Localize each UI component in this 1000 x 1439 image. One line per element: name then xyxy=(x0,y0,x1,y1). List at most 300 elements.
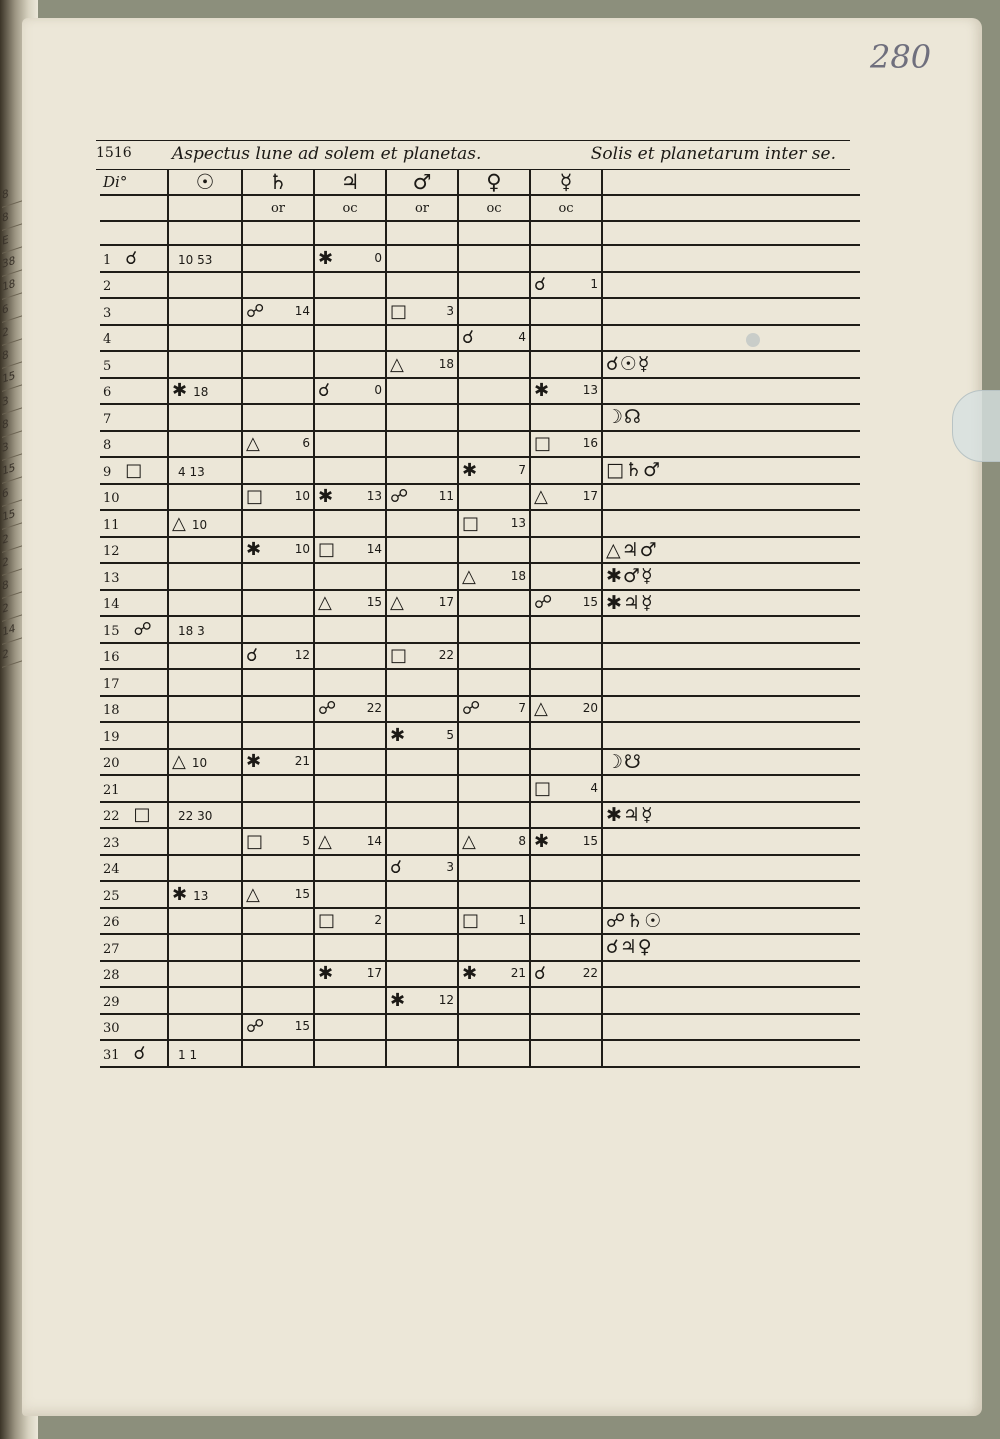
aspect-hour: 14 xyxy=(366,542,382,557)
saturn-symbol-header: ♄ xyxy=(242,170,314,195)
spine-fragment: 8 xyxy=(2,198,32,231)
aspect-cell-c6 xyxy=(530,961,602,988)
spine-fragment: 8 xyxy=(2,175,32,208)
table-row xyxy=(100,457,860,484)
aspect-cell-c2 xyxy=(242,855,314,882)
aspect-hour: 7 xyxy=(518,701,526,716)
aspect-symbol: □ xyxy=(390,645,408,667)
aspect-cell-c1 xyxy=(168,855,242,882)
inter-se-cell xyxy=(602,669,860,696)
aspect-cell-c3 xyxy=(314,1014,386,1041)
aspect-cell-c2 xyxy=(242,245,314,272)
day-rows xyxy=(100,245,860,1067)
table-row xyxy=(100,934,860,961)
aspect-cell-c6 xyxy=(530,881,602,908)
aspect-cell-c5 xyxy=(458,1014,530,1041)
day-cell xyxy=(100,590,168,617)
aspect-hour: 13 xyxy=(366,489,382,504)
day-cell xyxy=(100,1014,168,1041)
aspect-hour: 11 xyxy=(438,489,454,504)
table-row xyxy=(100,855,860,882)
aspect-cell-c4 xyxy=(386,934,458,961)
day-number: 4 xyxy=(103,332,112,348)
aspect-symbol: ☌ xyxy=(534,963,547,985)
page-marker-tab xyxy=(952,390,1000,462)
planetary-aspect-symbols: ✱♂☿ xyxy=(606,565,654,588)
aspect-hour: 20 xyxy=(582,701,598,716)
aspect-symbol: ☍ xyxy=(390,486,409,508)
aspect-cell-c5 xyxy=(458,616,530,643)
table-row xyxy=(100,351,860,378)
aspect-cell-c4 xyxy=(386,404,458,431)
aspect-cell-c4 xyxy=(386,1014,458,1041)
table-row xyxy=(100,881,860,908)
aspect-hour: 15 xyxy=(582,595,598,610)
aspect-symbol: □ xyxy=(534,433,552,455)
aspect-hour: 1 1 xyxy=(178,1047,198,1062)
spine-fragment: 3 xyxy=(2,382,32,415)
day-number: 6 xyxy=(103,385,112,401)
aspect-cell-c1 xyxy=(168,272,242,299)
aspect-cell-c5 xyxy=(458,722,530,749)
day-cell xyxy=(100,537,168,564)
aspect-cell-c6 xyxy=(530,643,602,670)
aspect-symbol: ☌ xyxy=(390,857,403,879)
aspect-cell-c3 xyxy=(314,298,386,325)
day-cell xyxy=(100,245,168,272)
aspect-hour: 1 xyxy=(518,913,526,928)
aspect-cell-c3 xyxy=(314,378,386,405)
aspect-symbol: ✱ xyxy=(462,963,478,985)
aspect-cell-c4 xyxy=(386,775,458,802)
aspect-cell-c1 xyxy=(168,696,242,723)
aspect-hour: 1 xyxy=(590,277,598,292)
table-row xyxy=(100,961,860,988)
planetary-aspect-symbols: ☌♃♀ xyxy=(606,936,653,959)
day-number: 17 xyxy=(103,676,120,692)
day-cell xyxy=(100,855,168,882)
aspect-hour: 17 xyxy=(366,966,382,981)
aspect-cell-c2 xyxy=(242,563,314,590)
aspect-hour: 3 xyxy=(446,860,454,875)
day-number: 20 xyxy=(103,756,120,772)
table-row xyxy=(100,802,860,829)
aspect-symbol: ☌ xyxy=(246,645,259,667)
aspect-symbol: ✱ xyxy=(318,963,334,985)
aspect-cell-c3 xyxy=(314,351,386,378)
day-cell xyxy=(100,1040,168,1067)
aspect-cell-c3 xyxy=(314,431,386,458)
aspect-symbol: ☌ xyxy=(462,327,475,349)
aspect-cell-c4 xyxy=(386,537,458,564)
header-row xyxy=(100,170,860,195)
day-cell xyxy=(100,722,168,749)
subheader-cell: or xyxy=(242,195,314,221)
aspect-cell-c6 xyxy=(530,802,602,829)
inter-se-cell xyxy=(602,351,860,378)
aspect-cell-c5 xyxy=(458,272,530,299)
planetary-aspect-symbols: ☽☋ xyxy=(606,750,642,773)
aspect-hour: 13 xyxy=(582,383,598,398)
inter-se-cell xyxy=(602,643,860,670)
aspect-symbol: ✱ xyxy=(318,486,334,508)
aspect-cell-c2 xyxy=(242,590,314,617)
planetary-aspect-symbols: ☌☉☿ xyxy=(606,353,651,376)
aspect-hour: 18 xyxy=(510,568,526,583)
inter-se-cell xyxy=(602,404,860,431)
aspect-cell-c1 xyxy=(168,881,242,908)
aspect-symbol: ☍ xyxy=(462,698,481,720)
spine-fragment: 8 xyxy=(2,405,32,438)
aspect-cell-c2 xyxy=(242,1040,314,1067)
day-cell xyxy=(100,272,168,299)
day-number: 26 xyxy=(103,915,120,931)
aspect-cell-c4 xyxy=(386,828,458,855)
inter-se-cell xyxy=(602,908,860,935)
aspect-symbol: ✱ xyxy=(390,989,406,1011)
aspect-hour: 14 xyxy=(294,303,310,318)
day-number: 7 xyxy=(103,411,112,427)
aspect-cell-c2 xyxy=(242,616,314,643)
aspect-hour: 0 xyxy=(374,383,382,398)
aspect-hour: 18 xyxy=(193,385,209,400)
aspect-symbol: △ xyxy=(462,565,476,587)
aspect-cell-c4 xyxy=(386,378,458,405)
aspect-symbol: △ xyxy=(390,353,404,375)
mars-symbol-header: ♂ xyxy=(386,170,458,195)
aspect-cell-c2 xyxy=(242,298,314,325)
aspect-cell-c4 xyxy=(386,272,458,299)
day-number: 8 xyxy=(103,438,112,454)
aspect-symbol: □ xyxy=(246,486,264,508)
aspect-cell-c5 xyxy=(458,1040,530,1067)
day-number: 31 xyxy=(103,1047,120,1063)
aspect-cell-c2 xyxy=(242,987,314,1014)
spine-fragment: 38 xyxy=(2,244,32,277)
aspect-cell-c1 xyxy=(168,908,242,935)
aspect-hour: 15 xyxy=(582,833,598,848)
aspect-cell-c3 xyxy=(314,272,386,299)
day-cell xyxy=(100,881,168,908)
day-cell xyxy=(100,961,168,988)
aspect-cell-c3 xyxy=(314,908,386,935)
sun-symbol-header: ☉ xyxy=(168,170,242,195)
aspect-cell-c2 xyxy=(242,828,314,855)
aspect-cell-c2 xyxy=(242,510,314,537)
aspect-cell-c6 xyxy=(530,457,602,484)
aspect-cell-c2 xyxy=(242,325,314,352)
aspect-hour: 13 xyxy=(193,888,209,903)
day-cell xyxy=(100,457,168,484)
day-cell xyxy=(100,298,168,325)
aspect-cell-c1 xyxy=(168,537,242,564)
aspect-cell-c3 xyxy=(314,643,386,670)
aspect-cell-c1 xyxy=(168,590,242,617)
aspect-cell-c2 xyxy=(242,643,314,670)
aspect-symbol: △ xyxy=(534,486,548,508)
aspect-symbol: □ xyxy=(390,300,408,322)
aspect-cell-c4 xyxy=(386,643,458,670)
aspect-hour: 13 xyxy=(510,515,526,530)
aspect-cell-c3 xyxy=(314,749,386,776)
day-cell xyxy=(100,643,168,670)
aspect-cell-c5 xyxy=(458,404,530,431)
table-row xyxy=(100,325,860,352)
inter-se-cell xyxy=(602,696,860,723)
aspect-cell-c2 xyxy=(242,934,314,961)
aspect-cell-c5 xyxy=(458,961,530,988)
table-row xyxy=(100,272,860,299)
inter-se-cell xyxy=(602,722,860,749)
inter-se-cell xyxy=(602,298,860,325)
aspect-symbol: ☍ xyxy=(246,300,265,322)
day-cell xyxy=(100,431,168,458)
aspect-cell-c4 xyxy=(386,987,458,1014)
day-number: 23 xyxy=(103,835,120,851)
table-row xyxy=(100,484,860,511)
aspect-cell-c5 xyxy=(458,934,530,961)
aspect-cell-c2 xyxy=(242,908,314,935)
aspect-hour: 22 xyxy=(438,648,454,663)
aspect-hour: 21 xyxy=(294,754,310,769)
year-label: 1516 xyxy=(96,145,132,161)
table-row xyxy=(100,775,860,802)
day-number: 11 xyxy=(103,517,120,533)
aspect-cell-c1 xyxy=(168,643,242,670)
ephemeris-table xyxy=(100,170,860,1068)
aspect-cell-c3 xyxy=(314,696,386,723)
aspect-cell-c5 xyxy=(458,775,530,802)
aspect-cell-c3 xyxy=(314,325,386,352)
planetary-aspect-symbols: □♄♂ xyxy=(606,459,662,482)
day-cell xyxy=(100,563,168,590)
aspect-hour: 5 xyxy=(302,833,310,848)
aspect-cell-c5 xyxy=(458,987,530,1014)
aspect-symbol: ✱ xyxy=(246,539,262,561)
aspect-cell-c2 xyxy=(242,696,314,723)
aspect-cell-c3 xyxy=(314,881,386,908)
aspect-hour: 12 xyxy=(294,648,310,663)
aspect-symbol: △ xyxy=(462,830,476,852)
spine-fragment: 15 xyxy=(2,497,32,530)
subheader-cell xyxy=(602,195,860,221)
aspect-cell-c1 xyxy=(168,775,242,802)
aspect-cell-c3 xyxy=(314,987,386,1014)
inter-se-cell xyxy=(602,987,860,1014)
aspect-cell-c3 xyxy=(314,510,386,537)
aspect-symbol: ✱ xyxy=(534,830,550,852)
aspect-cell-c6 xyxy=(530,378,602,405)
aspect-hour: 18 xyxy=(438,356,454,371)
aspect-hour: 6 xyxy=(302,436,310,451)
day-cell xyxy=(100,987,168,1014)
aspect-cell-c6 xyxy=(530,245,602,272)
inter-se-cell xyxy=(602,855,860,882)
table-row xyxy=(100,749,860,776)
aspect-cell-c1 xyxy=(168,961,242,988)
aspect-cell-c4 xyxy=(386,484,458,511)
day-number: 24 xyxy=(103,862,120,878)
spine-fragment: 2 xyxy=(2,313,32,346)
aspect-cell-c2 xyxy=(242,749,314,776)
aspect-cell-c5 xyxy=(458,298,530,325)
aspect-cell-c4 xyxy=(386,881,458,908)
aspect-hour: 10 xyxy=(191,517,208,532)
planetary-aspect-symbols: ✱♃☿ xyxy=(606,803,654,826)
aspect-cell-c4 xyxy=(386,590,458,617)
aspect-cell-c3 xyxy=(314,404,386,431)
spine-fragment: 15 xyxy=(2,359,32,392)
aspect-cell-c4 xyxy=(386,616,458,643)
aspect-hour: 18 3 xyxy=(178,623,205,638)
aspect-cell-c2 xyxy=(242,378,314,405)
aspect-cell-c3 xyxy=(314,245,386,272)
aspect-cell-c1 xyxy=(168,325,242,352)
aspect-hour: 4 xyxy=(518,330,526,345)
aspect-cell-c2 xyxy=(242,404,314,431)
aspect-cell-c3 xyxy=(314,802,386,829)
table-row xyxy=(100,563,860,590)
aspect-cell-c1 xyxy=(168,563,242,590)
table-row xyxy=(100,616,860,643)
table-row xyxy=(100,696,860,723)
moon-sun-aspect-symbol: □ xyxy=(125,459,143,481)
venus-symbol-header: ♀ xyxy=(458,170,530,195)
table-row xyxy=(100,1014,860,1041)
aspect-cell-c2 xyxy=(242,961,314,988)
table-headline xyxy=(96,140,850,170)
aspect-hour: 21 xyxy=(510,966,526,981)
aspect-cell-c4 xyxy=(386,908,458,935)
aspect-cell-c3 xyxy=(314,537,386,564)
spine-fragment: 6 xyxy=(2,474,32,507)
day-number: 30 xyxy=(103,1021,120,1037)
aspect-cell-c1 xyxy=(168,749,242,776)
aspect-symbol: ☍ xyxy=(246,1016,265,1038)
aspect-cell-c4 xyxy=(386,245,458,272)
aspect-hour: 14 xyxy=(366,833,382,848)
spine-fragment: E xyxy=(2,221,32,254)
aspect-cell-c3 xyxy=(314,457,386,484)
day-number: 1 xyxy=(103,252,112,268)
aspect-cell-c2 xyxy=(242,802,314,829)
inter-se-cell xyxy=(602,828,860,855)
aspect-hour: 15 xyxy=(294,886,310,901)
aspect-symbol: ✱ xyxy=(462,459,478,481)
aspect-cell-c3 xyxy=(314,961,386,988)
day-cell xyxy=(100,934,168,961)
aspect-symbol: △ xyxy=(172,512,186,534)
aspect-cell-c2 xyxy=(242,881,314,908)
aspect-symbol: ✱ xyxy=(246,751,262,773)
aspect-cell-c5 xyxy=(458,537,530,564)
aspect-symbol: △ xyxy=(390,592,404,614)
aspect-cell-c4 xyxy=(386,457,458,484)
aspect-cell-c6 xyxy=(530,404,602,431)
aspect-cell-c4 xyxy=(386,298,458,325)
aspect-symbol: ✱ xyxy=(318,247,334,269)
aspect-hour: 15 xyxy=(294,1019,310,1034)
aspect-hour: 4 xyxy=(590,780,598,795)
day-number: 21 xyxy=(103,782,120,798)
aspect-cell-c6 xyxy=(530,510,602,537)
inter-se-header xyxy=(602,170,860,195)
aspect-hour: 22 xyxy=(582,966,598,981)
aspect-cell-c6 xyxy=(530,616,602,643)
table-row xyxy=(100,245,860,272)
day-cell xyxy=(100,351,168,378)
aspect-cell-c6 xyxy=(530,563,602,590)
day-number: 29 xyxy=(103,994,120,1010)
aspect-cell-c2 xyxy=(242,351,314,378)
aspect-cell-c6 xyxy=(530,696,602,723)
aspect-cell-c4 xyxy=(386,749,458,776)
aspect-cell-c1 xyxy=(168,1014,242,1041)
moon-sun-aspect-symbol: ☌ xyxy=(133,1042,146,1064)
aspect-cell-c6 xyxy=(530,537,602,564)
inter-se-cell xyxy=(602,616,860,643)
aspect-cell-c5 xyxy=(458,643,530,670)
day-number: 13 xyxy=(103,570,120,586)
aspect-cell-c3 xyxy=(314,722,386,749)
aspect-cell-c5 xyxy=(458,696,530,723)
moon-sun-aspect-symbol: □ xyxy=(133,804,151,826)
aspect-cell-c2 xyxy=(242,775,314,802)
aspect-cell-c6 xyxy=(530,749,602,776)
spine-fragment: 6 xyxy=(2,290,32,323)
spine-fragment: 3 xyxy=(2,428,32,461)
table-row xyxy=(100,908,860,935)
inter-se-cell xyxy=(602,934,860,961)
spine-fragment: 15 xyxy=(2,451,32,484)
spine-fragment: 2 xyxy=(2,520,32,553)
day-cell xyxy=(100,325,168,352)
day-cell xyxy=(100,484,168,511)
inter-se-cell xyxy=(602,563,860,590)
inter-se-cell xyxy=(602,881,860,908)
table-row xyxy=(100,510,860,537)
aspect-cell-c3 xyxy=(314,828,386,855)
aspect-symbol: ☌ xyxy=(534,274,547,296)
aspect-cell-c5 xyxy=(458,378,530,405)
inter-se-cell xyxy=(602,484,860,511)
aspect-symbol: ✱ xyxy=(172,883,188,905)
subheader-cell: or xyxy=(386,195,458,221)
subheader-cell: oc xyxy=(458,195,530,221)
aspect-cell-c2 xyxy=(242,457,314,484)
day-number: 10 xyxy=(103,491,120,507)
aspect-hour: 22 xyxy=(366,701,382,716)
day-number: 9 xyxy=(103,464,112,480)
aspect-hour: 5 xyxy=(446,727,454,742)
day-number: 12 xyxy=(103,544,120,560)
aspect-cell-c4 xyxy=(386,722,458,749)
aspect-hour: 22 30 xyxy=(178,809,213,824)
aspect-symbol: □ xyxy=(534,777,552,799)
day-number: 3 xyxy=(103,305,112,321)
aspect-cell-c4 xyxy=(386,351,458,378)
aspect-hour: 3 xyxy=(446,303,454,318)
aspect-cell-c6 xyxy=(530,272,602,299)
aspect-symbol: ☌ xyxy=(318,380,331,402)
aspect-cell-c2 xyxy=(242,669,314,696)
aspect-hour: 16 xyxy=(582,436,598,451)
aspect-cell-c6 xyxy=(530,590,602,617)
inter-se-cell xyxy=(602,431,860,458)
table-row xyxy=(100,590,860,617)
aspect-symbol: ✱ xyxy=(172,380,188,402)
spine-fragment: 8 xyxy=(2,566,32,599)
